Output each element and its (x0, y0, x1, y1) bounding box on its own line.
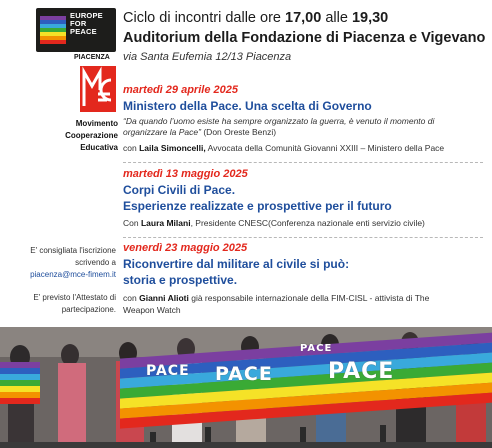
banner-word: PACE (146, 363, 190, 379)
mce-subtitle-line: Movimento (75, 119, 118, 128)
event-quote (123, 116, 483, 138)
divider (123, 237, 483, 238)
quote-author: (Don Oreste Benzi) (203, 127, 277, 137)
speaker-name: Gianni Alioti (139, 293, 189, 303)
event-speaker (123, 218, 425, 228)
note-line: E' consigliata l'iscrizione (30, 246, 116, 255)
time-from: 17,00 (285, 10, 322, 26)
mce-subtitle-line: Educativa (80, 143, 118, 152)
header-line-1 (123, 10, 388, 26)
banner-word: PACE (300, 343, 333, 354)
event-date: martedì 29 aprile 2025 (123, 84, 238, 96)
rainbow-flag-icon (40, 16, 66, 44)
event-date: martedì 13 maggio 2025 (123, 168, 248, 180)
speaker-role: , Presidente CNESC(Conferenza nazionale enti servizio civile) (190, 218, 425, 228)
registration-email-link[interactable]: piacenza@mce-fimem.it (30, 270, 116, 279)
time-to: 19,30 (351, 10, 389, 26)
mce-logo-mark-icon (80, 66, 116, 112)
event-speaker (123, 292, 483, 316)
speaker-role: già responsabile internazionale della FIM-CISL - attivista di The (191, 293, 430, 303)
event-title: Riconvertire dal militare al civile si può: (123, 257, 350, 271)
quote-line: “Da quando l’uomo esiste ha sempre organizzato la guerra, è venuto il momento di (123, 116, 435, 126)
banner-word: PACE (328, 359, 395, 384)
europe-for-peace-logo (36, 8, 116, 52)
europe-for-peace-text: EUROPE FOR PEACE (70, 11, 103, 36)
note-line: partecipazione. (61, 305, 116, 314)
venue: Auditorium della Fondazione di Piacenza e Vigevano (123, 30, 486, 46)
quote-line: organizzare la Pace” (123, 127, 201, 137)
event-date: venerdì 23 maggio 2025 (123, 242, 248, 254)
speaker-prefix: con (123, 143, 137, 153)
banner-word: PACE (215, 363, 273, 385)
divider (123, 162, 483, 163)
footer-bar (0, 442, 492, 448)
attestato-note (4, 292, 116, 316)
event-title: Corpi Civili di Pace. (123, 183, 236, 197)
piacenza-label: PIACENZA (74, 54, 110, 61)
header-middle: dalle ore (225, 10, 281, 26)
speaker-role: Weapon Watch (123, 305, 181, 315)
header-sep: alle (325, 10, 348, 26)
march-photo (0, 327, 492, 442)
registration-note (4, 245, 116, 269)
event-title: storia e prospettive. (123, 273, 238, 287)
header-prefix: Ciclo di incontri (123, 10, 222, 26)
event-title: Ministero della Pace. Una scelta di Governo (123, 99, 372, 113)
mce-subtitle-line: Cooperazione (65, 131, 118, 140)
note-line: E' previsto l'Attestato di (33, 293, 116, 302)
quote-line-2 (123, 127, 483, 138)
speaker-name: Laura Milani (140, 218, 191, 228)
speaker-role: Avvocata della Comunità Giovanni XXIII – Ministero della Pace (207, 143, 445, 153)
speaker-prefix: con (123, 293, 137, 303)
small-peace-flag (0, 362, 40, 404)
note-line: scrivendo a (75, 258, 116, 267)
event-speaker (123, 143, 444, 153)
mce-subtitle (56, 118, 118, 154)
event-title: Esperienze realizzate e prospettive per il futuro (123, 199, 392, 213)
speaker-name: Laila Simoncelli, (139, 143, 206, 153)
mce-logo (80, 66, 116, 112)
address: via Santa Eufemia 12/13 Piacenza (123, 51, 292, 63)
speaker-prefix: Con (123, 218, 139, 228)
